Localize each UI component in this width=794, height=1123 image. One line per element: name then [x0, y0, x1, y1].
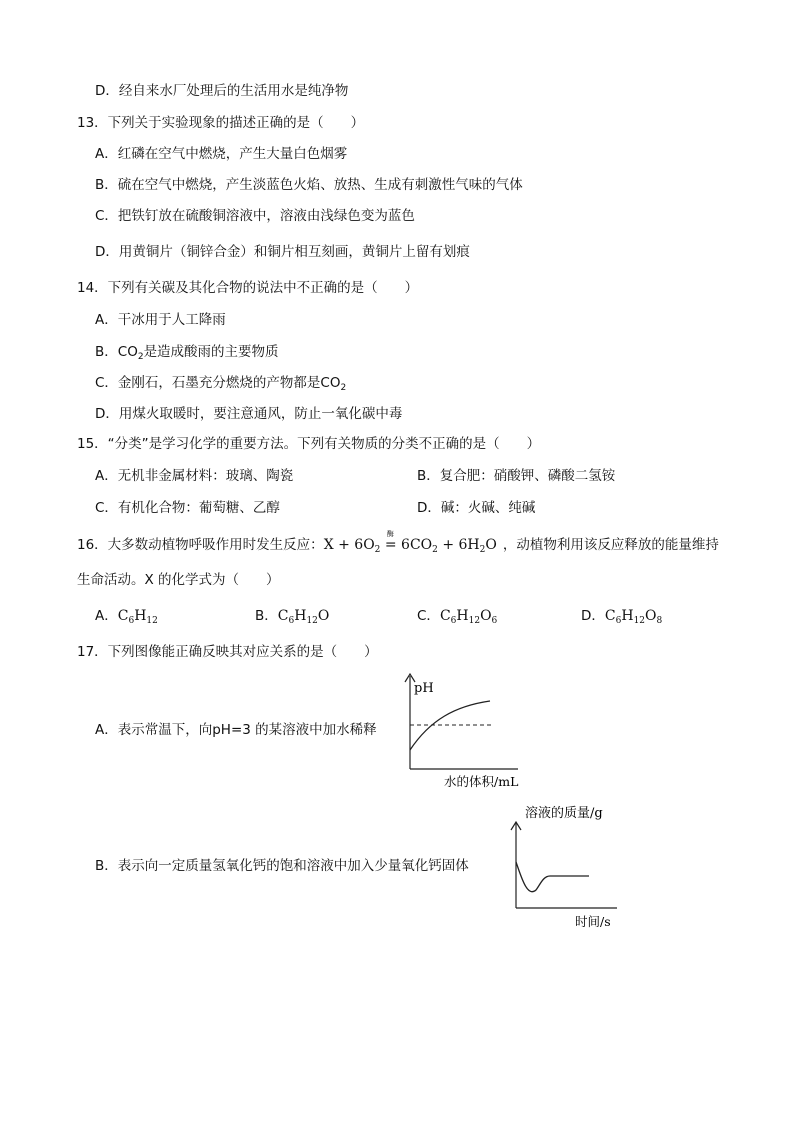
q16-option-b: B．$C_6H_{12}O$: [255, 608, 330, 626]
q17-option-a: A．表示常温下，向pH=3 的某溶液中加水稀释: [95, 722, 377, 738]
graph-b-xlabel: 时间/s: [575, 914, 611, 929]
q14-option-a: A．干冰用于人工降雨: [95, 312, 226, 328]
graph-b-solution-mass: [505, 800, 665, 930]
enzyme-mark: 酶: [386, 530, 394, 538]
graph-b-ylabel: 溶液的质量/g: [525, 806, 603, 821]
q14-option-d: D．用煤火取暖时，要注意通风，防止一氧化碳中毒: [95, 406, 403, 422]
q15-option-b: B．复合肥：硝酸钾、磷酸二氢铵: [417, 468, 616, 484]
q16-stem-line2: 生命活动。X 的化学式为（ ）: [77, 572, 280, 588]
reaction-equation: $X + 6O_2$ 酶 = $6CO_2 + 6H_2O$: [324, 537, 497, 553]
q14-option-c: C．金刚石，石墨充分燃烧的产物都是$CO_2$: [95, 375, 347, 393]
graph-a-ylabel: pH: [414, 681, 434, 696]
graph-b-curve: [516, 862, 589, 892]
q16-option-a: A．$C_6H_{12}$: [95, 608, 158, 626]
q13-option-d: D．用黄铜片（铜锌合金）和铜片相互刻画，黄铜片上留有划痕: [95, 244, 470, 260]
graph-a-curve: [410, 701, 490, 750]
q12-option-d: D．经自来水厂处理后的生活用水是纯净物: [95, 83, 349, 99]
q17-option-b: B．表示向一定质量氢氧化钙的饱和溶液中加入少量氧化钙固体: [95, 858, 469, 874]
q13-option-c: C．把铁钉放在硫酸铜溶液中，溶液由浅绿色变为蓝色: [95, 208, 415, 224]
q13-option-b: B．硫在空气中燃烧，产生淡蓝色火焰、放热、生成有刺激性气味的气体: [95, 177, 523, 193]
q16-option-d: D．$C_6H_{12}O_8$: [581, 608, 663, 626]
q17-stem: 17．下列图像能正确反映其对应关系的是（ ）: [77, 644, 378, 660]
q15-stem: 15．“分类”是学习化学的重要方法。下列有关物质的分类不正确的是（ ）: [77, 436, 541, 452]
graph-a-xlabel: 水的体积/mL: [444, 774, 519, 789]
q14-stem: 14．下列有关碳及其化合物的说法中不正确的是（ ）: [77, 280, 419, 296]
graph-a-ph-dilution: [400, 672, 560, 797]
q16-stem: 16．大多数动植物呼吸作用时发生反应：$X + 6O_2$ 酶 = $6CO_2 + 6H_2O$ ，动植物利用该反应释放的能量维持: [77, 536, 719, 559]
q15-option-a: A．无机非金属材料：玻璃、陶瓷: [95, 468, 294, 484]
q13-option-a: A．红磷在空气中燃烧，产生大量白色烟雾: [95, 146, 348, 162]
q15-option-c: C．有机化合物：葡萄糖、乙醇: [95, 500, 280, 516]
q16-option-c: C．$C_6H_{12}O_6$: [417, 608, 498, 626]
q14-option-b: B．$CO_2$是造成酸雨的主要物质: [95, 344, 279, 362]
q13-stem: 13．下列关于实验现象的描述正确的是（ ）: [77, 115, 365, 131]
q15-option-d: D．碱：火碱、纯碱: [417, 500, 536, 516]
